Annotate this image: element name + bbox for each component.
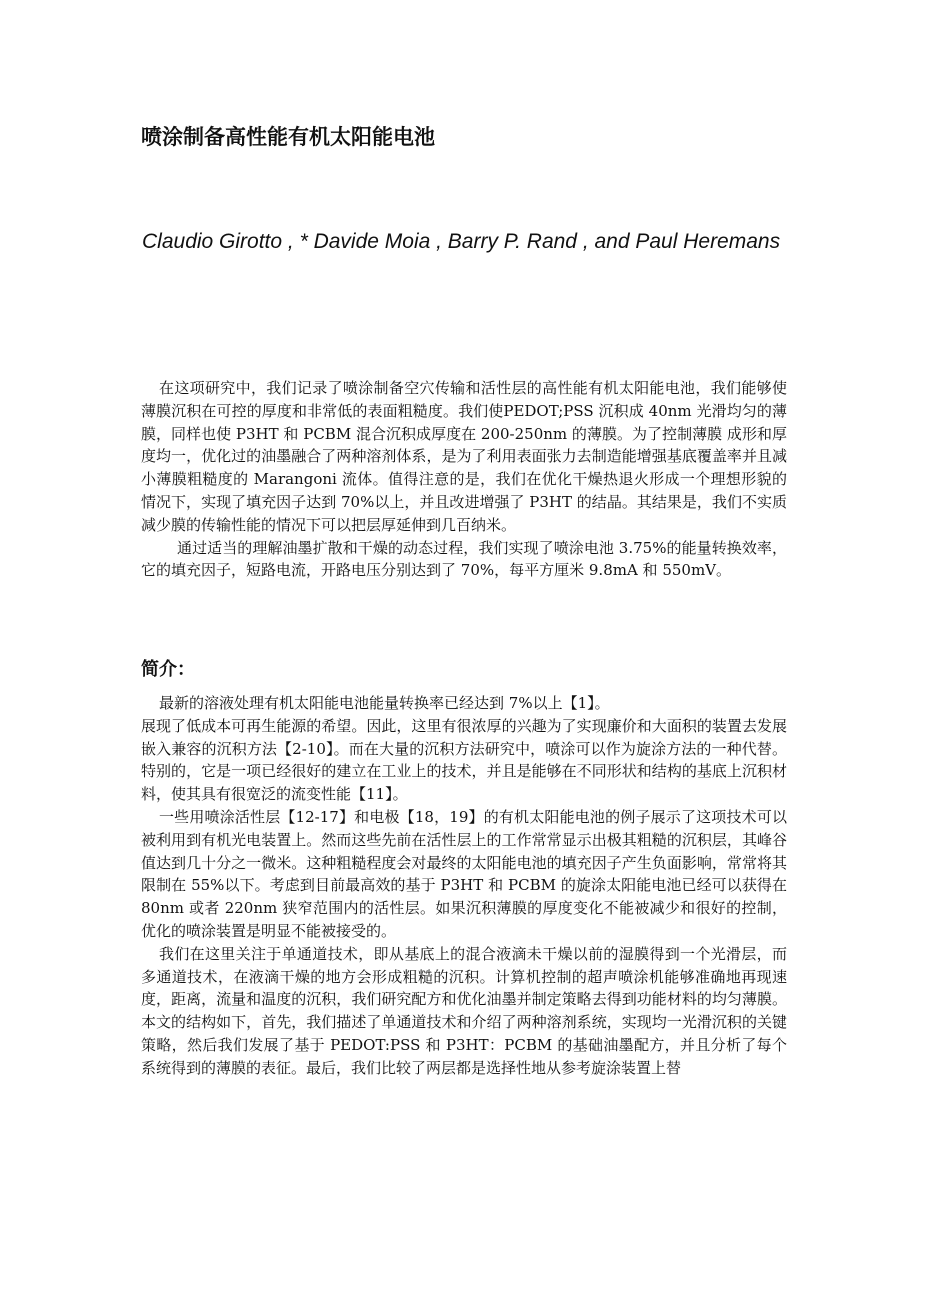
abstract [141, 377, 787, 582]
section-heading-introduction: 简介： [141, 659, 195, 680]
author-list: Claudio Girotto , * Davide Moia , Barry P. Rand , and Paul Heremans [142, 230, 781, 253]
introduction-section [141, 692, 787, 1080]
paper-title: 喷涂制备高性能有机太阳能电池 [141, 125, 435, 149]
abstract-paragraph: 在这项研究中，我们记录了喷涂制备空穴传输和活性层的高性能有机太阳能电池，我们能够使薄膜沉积在可控的厚度和非常低的表面粗糙度。我们使PEDOT;PSS 沉积成 40nm 光滑均匀的薄膜，同样也使 P3HT 和 PCBM 混合沉积成厚度在 200-250nm 的薄膜。为了控制薄膜 成形和厚度均一，优化过的油墨融合了两种溶剂体系，是为了利用表面张力去制造能增强基底覆盖率并且减小薄膜粗糙度的 Marangoni 流体。值得注意的是，我们在优化干燥热退火形成一个理想形貌的情况下，实现了填充因子达到 70%以上，并且改进增强了 P3HT 的结晶。其结果是，我们不实质减少膜的传输性能的情况下可以把层厚延伸到几百纳米。 [141, 379, 787, 534]
intro-paragraph: 我们在这里关注于单通道技术，即从基底上的混合液滴未干燥以前的湿膜得到一个光滑层，而多通道技术，在液滴干燥的地方会形成粗糙的沉积。计算机控制的超声喷涂机能够准确地再现速度，距离，流量和温度的沉积，我们研究配方和优化油墨并制定策略去得到功能材料的均匀薄膜。本文的结构如下，首先，我们描述了单通道技术和介绍了两种溶剂系统，实现均一光滑沉积的关键策略，然后我们发展了基于 PEDOT:PSS 和 P3HT：PCBM 的基础油墨配方，并且分析了每个系统得到的薄膜的表征。最后，我们比较了两层都是选择性地从参考旋涂装置上替 [141, 944, 787, 1077]
abstract-paragraph: 通过适当的理解油墨扩散和干燥的动态过程，我们实现了喷涂电池 3.75%的能量转换效率，它的填充因子，短路电流，开路电压分别达到了 70%，每平方厘米 9.8mA 和 550mV。 [141, 538, 787, 580]
intro-paragraph: 一些用喷涂活性层【12-17】和电极【18，19】的有机太阳能电池的例子展示了这项技术可以被利用到有机光电装置上。然而这些先前在活性层上的工作常常显示出极其粗糙的沉积层，其峰谷值达到几十分之一微米。这种粗糙程度会对最终的太阳能电池的填充因子产生负面影响，常常将其限制在 55%以下。考虑到目前最高效的基于 P3HT 和 PCBM 的旋涂太阳能电池已经可以获得在 80nm 或者 220nm 狭窄范围内的活性层。如果沉积薄膜的厚度变化不能被减少和很好的控制，优化的喷涂装置是明显不能被接受的。 [141, 807, 787, 940]
intro-paragraph: 展现了低成本可再生能源的希望。因此，这里有很浓厚的兴趣为了实现廉价和大面积的装置去发展嵌入兼容的沉积方法【2-10】。而在大量的沉积方法研究中，喷涂可以作为旋涂方法的一种代替。特别的，它是一项已经很好的建立在工业上的技术，并且是能够在不同形状和结构的基底上沉积材料，使其具有很宽泛的流变性能【11】。 [141, 716, 787, 804]
intro-paragraph: 最新的溶液处理有机太阳能电池能量转换率已经达到 7%以上【1】。 [159, 694, 610, 712]
